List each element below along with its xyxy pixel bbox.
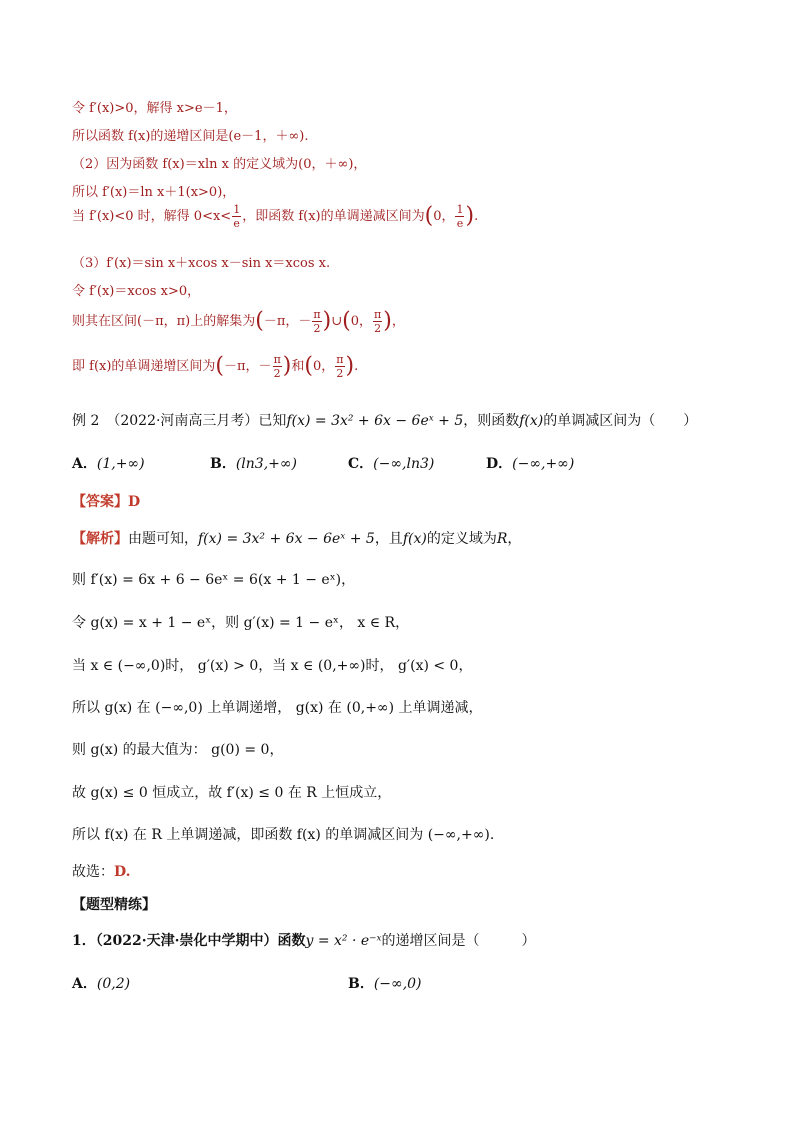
fraction-1-over-e: $\frac{1}{e}$ <box>233 203 241 230</box>
practice-option-a: A．(0,2) <box>72 976 131 992</box>
solution-line-5: 当 f′(x)<0 时，解得 0<x< $\frac{1}{e}$ ，即函数 f(x)的单调递减区间为(0， $\frac{1}{e}$ ). <box>72 203 479 230</box>
analysis-line-6: 则 g(x) 的最大值为： g(0) = 0， <box>72 742 284 758</box>
solution-line-9: 即 f(x)的单调递增区间为(－π，－ $\frac{\pi}{2}$ )和(0， $\frac{\pi}{2}$ ). <box>72 353 359 380</box>
fraction-pi-over-2: $\frac{\pi}{2}$ <box>313 308 321 335</box>
analysis-line-1: 【解析】由题可知，f(x) = 3x² + 6x − 6eˣ + 5，且f(x)的定义域为R， <box>72 531 522 547</box>
solution-line-6: （3）f′(x)＝sin x＋xcos x－sin x＝xcos x. <box>72 256 331 271</box>
example-2-question: 例 2 （2022·河南高三月考）已知f(x) = 3x² + 6x − 6eˣ + 5，则函数f(x)的单调减区间为（ ） <box>72 413 698 429</box>
option-a: A．(1,+∞) <box>72 456 145 472</box>
analysis-line-8: 所以 f(x) 在 R 上单调递减，即函数 f(x) 的单调减区间为 (−∞,+∞). <box>72 827 495 843</box>
option-b: B．(ln3,+∞) <box>210 456 298 472</box>
practice-option-b: B．(−∞,0) <box>348 976 422 992</box>
analysis-conclusion: 故选：D. <box>72 864 131 880</box>
analysis-line-4: 当 x ∈ (−∞,0)时， g′(x) > 0，当 x ∈ (0,+∞)时， g′(x) < 0， <box>72 658 473 674</box>
fraction-pi-over-2: $\frac{\pi}{2}$ <box>373 308 382 335</box>
analysis-line-3: 令 g(x) = x + 1 − eˣ，则 g′(x) = 1 − eˣ， x ∈ R， <box>72 615 410 631</box>
solution-line-4: 所以 f′(x)＝ln x＋1(x>0)， <box>72 185 236 200</box>
option-c: C．(−∞,ln3) <box>348 456 435 472</box>
answer-line: 【答案】D <box>72 494 141 510</box>
solution-line-3: （2）因为函数 f(x)＝xln x 的定义域为(0，＋∞)， <box>72 157 367 172</box>
solution-line-1: 令 f′(x)>0，解得 x>e－1， <box>72 101 237 116</box>
fraction-pi-over-2: $\frac{\pi}{2}$ <box>273 353 281 380</box>
practice-question-1: 1．（2022·天津·崇化中学期中）函数y = x² · e⁻ˣ的递增区间是（ ） <box>72 933 536 949</box>
fraction-1-over-e-interval: $\frac{1}{e}$ <box>456 203 464 230</box>
solution-line-2: 所以函数 f(x)的递增区间是(e－1，＋∞). <box>72 129 309 144</box>
option-d: D．(−∞,+∞) <box>486 456 575 472</box>
solution-line-7: 令 f′(x)＝xcos x>0， <box>72 284 201 299</box>
analysis-line-2: 则 f′(x) = 6x + 6 − 6eˣ = 6(x + 1 − eˣ)， <box>72 572 356 588</box>
solution-line-8: 则其在区间(－π，π)上的解集为(－π，－ $\frac{\pi}{2}$ )∪(0， $\frac{\pi}{2}$ )， <box>72 308 405 335</box>
analysis-line-7: 故 g(x) ≤ 0 恒成立，故 f′(x) ≤ 0 在 R 上恒成立， <box>72 785 392 801</box>
section-heading: 【题型精练】 <box>72 897 156 913</box>
analysis-line-5: 所以 g(x) 在 (−∞,0) 上单调递增， g(x) 在 (0,+∞) 上单调递减， <box>72 700 483 716</box>
fraction-pi-over-2: $\frac{\pi}{2}$ <box>336 353 344 380</box>
